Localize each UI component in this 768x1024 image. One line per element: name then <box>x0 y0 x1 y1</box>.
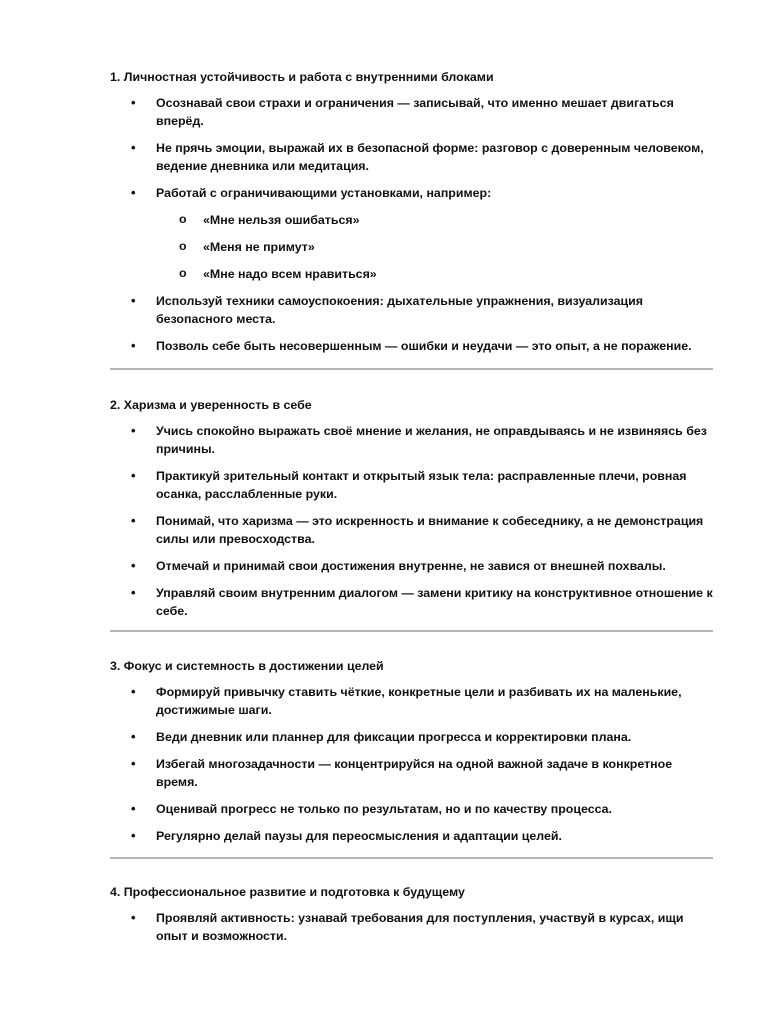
list-item <box>110 512 713 548</box>
list-item <box>110 467 713 503</box>
sub-bullet-list <box>156 211 713 283</box>
bullet-icon: • <box>131 585 136 600</box>
list-item-text: Избегай многозадачности — концентрируйся на одной важной задаче в конкретное время. <box>156 757 673 789</box>
section-heading: 3. Фокус и системность в достижении целей <box>110 659 384 673</box>
bullet-icon: • <box>131 513 136 528</box>
sub-list-item-text: «Мне нельзя ошибаться» <box>203 213 360 227</box>
bullet-icon: • <box>131 95 136 110</box>
bullet-icon: • <box>131 729 136 744</box>
bullet-icon: • <box>131 558 136 573</box>
bullet-icon: • <box>131 828 136 843</box>
section-divider <box>110 368 713 370</box>
list-item-text: Не прячь эмоции, выражай их в безопасной форме: разговор с доверенным человеком, ведение дневника или медитация. <box>156 141 704 173</box>
bullet-icon: • <box>131 910 136 925</box>
circle-bullet-icon: o <box>179 239 187 253</box>
bullet-icon: • <box>131 140 136 155</box>
bullet-icon: • <box>131 423 136 438</box>
section-heading: 2. Харизма и уверенность в себе <box>110 398 312 412</box>
list-item <box>110 728 713 746</box>
list-item-text: Проявляй активность: узнавай требования для поступления, участвуй в курсах, ищи опыт и возможности. <box>156 911 684 943</box>
bullet-icon: • <box>131 185 136 200</box>
list-item <box>110 557 713 575</box>
section-1 <box>110 69 713 364</box>
bullet-icon: • <box>131 468 136 483</box>
list-item-text: Используй техники самоуспокоения: дыхательные упражнения, визуализация безопасного места. <box>156 294 643 326</box>
list-item <box>110 683 713 719</box>
list-item-text: Оценивай прогресс не только по результатам, но и по качеству процесса. <box>156 802 612 816</box>
sub-list-item <box>156 265 713 283</box>
bullet-list <box>110 422 713 620</box>
section-heading: 4. Профессиональное развитие и подготовка к будущему <box>110 885 465 899</box>
sub-list-item <box>156 211 713 229</box>
section-heading: 1. Личностная устойчивость и работа с внутренними блоками <box>110 70 494 84</box>
circle-bullet-icon: o <box>179 266 187 280</box>
sub-list-item-text: «Меня не примут» <box>203 240 315 254</box>
circle-bullet-icon: o <box>179 212 187 226</box>
list-item <box>110 422 713 458</box>
bullet-icon: • <box>131 338 136 353</box>
list-item-text: Регулярно делай паузы для переосмысления и адаптации целей. <box>156 829 562 843</box>
list-item-text: Осознавай свои страхи и ограничения — записывай, что именно мешает двигаться вперёд. <box>156 96 674 128</box>
list-item-text: Управляй своим внутренним диалогом — замени критику на конструктивное отношение к себе. <box>156 586 713 618</box>
list-item-text: Отмечай и принимай свои достижения внутренне, не завися от внешней похвалы. <box>156 559 666 573</box>
section-divider <box>110 630 713 632</box>
list-item <box>110 827 713 845</box>
list-item-text: Веди дневник или планнер для фиксации прогресса и корректировки плана. <box>156 730 632 744</box>
list-item <box>110 184 713 283</box>
list-item <box>110 292 713 328</box>
list-item <box>110 94 713 130</box>
list-item-text: Практикуй зрительный контакт и открытый язык тела: расправленные плечи, ровная осанка, расслабленные руки. <box>156 469 687 501</box>
list-item <box>110 755 713 791</box>
list-item-text: Формируй привычку ставить чёткие, конкретные цели и разбивать их на маленькие, достижимые шаги. <box>156 685 682 717</box>
section-4 <box>110 884 713 954</box>
bullet-icon: • <box>131 684 136 699</box>
bullet-list <box>110 94 713 355</box>
list-item-text: Понимай, что харизма — это искренность и внимание к собеседнику, а не демонстрация силы или превосходства. <box>156 514 704 546</box>
list-item <box>110 800 713 818</box>
bullet-icon: • <box>131 756 136 771</box>
section-2 <box>110 397 713 629</box>
sub-list-item <box>156 238 713 256</box>
list-item-text: Работай с ограничивающими установками, например: <box>156 186 492 200</box>
bullet-icon: • <box>131 801 136 816</box>
list-item <box>110 337 713 355</box>
bullet-list <box>110 909 713 945</box>
list-item <box>110 139 713 175</box>
section-divider <box>110 857 713 859</box>
list-item-text: Учись спокойно выражать своё мнение и желания, не оправдываясь и не извиняясь без причины. <box>156 424 707 456</box>
list-item-text: Позволь себе быть несовершенным — ошибки и неудачи — это опыт, а не поражение. <box>156 339 692 353</box>
bullet-list <box>110 683 713 845</box>
bullet-icon: • <box>131 293 136 308</box>
list-item <box>110 584 713 620</box>
list-item <box>110 909 713 945</box>
section-3 <box>110 658 713 854</box>
sub-list-item-text: «Мне надо всем нравиться» <box>203 267 377 281</box>
